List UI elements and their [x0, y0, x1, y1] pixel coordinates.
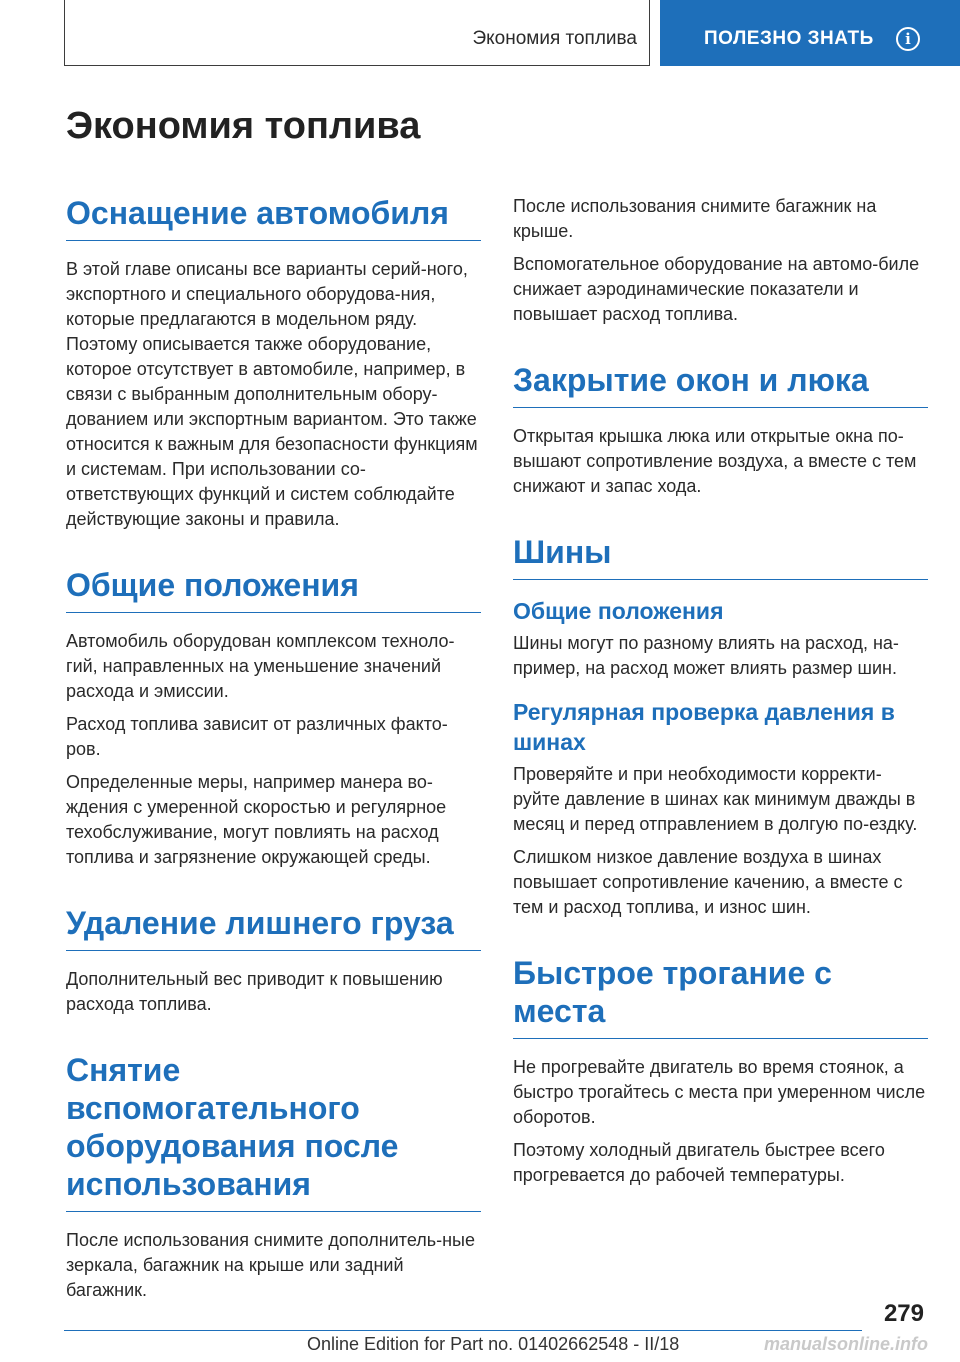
paragraph: После использования снимите дополнитель-ные зеркала, багажник на крыше или задний багажник. — [66, 1230, 476, 1300]
section-heading: Общие положения — [66, 566, 481, 613]
paragraph: Автомобиль оборудован комплексом техноло-гий, направленных на уменьшение значений расхода и эмиссии. — [66, 631, 455, 701]
section-heading: Шины — [513, 533, 928, 580]
paragraph: Проверяйте и при необходимости корректи-руйте давление в шинах как минимум дважды в месяц и перед отправлением в долгую по-ездку. — [513, 764, 918, 834]
paragraph: Дополнительный вес приводит к повышению расхода топлива. — [66, 969, 443, 1014]
paragraph: Не прогревайте двигатель во время стоянок, а быстро трогайтесь с места при умеренном числе оборотов. — [513, 1057, 926, 1127]
tab-useful-info-label: ПОЛЕЗНО ЗНАТЬ — [704, 28, 874, 49]
section-heading: Оснащение автомобиля — [66, 194, 481, 241]
paragraph: Расход топлива зависит от различных факто-ров. — [66, 714, 448, 759]
left-column — [66, 194, 481, 1311]
page-title: Экономия топлива — [66, 105, 421, 147]
footer-divider — [64, 1330, 862, 1331]
footer-edition: Online Edition for Part no. 01402662548 - II/18 — [307, 1334, 680, 1354]
section-heading: Снятие вспомогательного оборудования после использования — [66, 1051, 481, 1212]
subsection-heading: Регулярная проверка давления в шинах — [513, 699, 895, 755]
info-icon: i — [896, 27, 920, 51]
paragraph: В этой главе описаны все варианты серий-ного, экспортного и специального оборудова-ния, которые предлагаются в модельном ряду. Поэтому описывается также оборудование, которое отсутствует в автомобиле, например, в связи с выбранным дополнительным обору-дованием или экспортным вариантом. Это также относится к важным для безопасности функциям и системам. При использовании со-ответствующих функций и систем соблюдайте действующие законы и правила. — [66, 259, 478, 529]
watermark-logo: manualsonline.info — [764, 1334, 929, 1354]
page-number: 279 — [883, 1300, 924, 1327]
paragraph: Слишком низкое давление воздуха в шинах повышает сопротивление качению, а вместе с тем и расход топлива, и износ шин. — [513, 847, 903, 917]
paragraph: Определенные меры, например манера во-ждения с умеренной скоростью и регулярное техобслуживание, могут повлиять на расход топлива и загрязнение окружающей среды. — [66, 772, 447, 867]
header-section-title: Экономия топлива — [472, 28, 637, 49]
section-heading: Удаление лишнего груза — [66, 904, 481, 951]
header-section-box — [64, 0, 650, 66]
paragraph: Вспомогательное оборудование на автомо-биле снижает аэродинамические показатели и повышает расход топлива. — [513, 254, 920, 324]
section-heading: Быстрое трогание с места — [513, 954, 928, 1039]
paragraph: Поэтому холодный двигатель быстрее всего прогревается до рабочей температуры. — [513, 1140, 885, 1185]
tab-useful-info[interactable] — [660, 0, 960, 66]
section-heading: Закрытие окон и люка — [513, 361, 928, 408]
paragraph: Открытая крышка люка или открытые окна по-вышают сопротивление воздуха, а вместе с тем снижают и запас хода. — [513, 426, 917, 496]
paragraph: После использования снимите багажник на крыше. — [513, 196, 877, 241]
right-column — [513, 194, 928, 1196]
paragraph: Шины могут по разному влиять на расход, на-пример, на расход может влиять размер шин. — [513, 633, 899, 678]
subsection-heading: Общие положения — [513, 598, 724, 624]
